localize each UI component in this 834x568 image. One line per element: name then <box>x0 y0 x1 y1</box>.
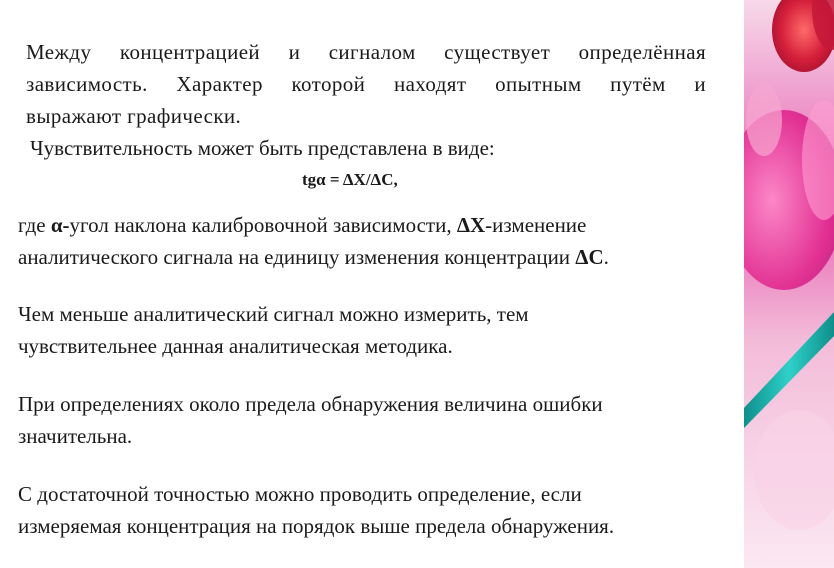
decorative-flower-graphic <box>744 0 834 568</box>
text-fragment: угол наклона калибровочной зависимости, <box>69 213 457 237</box>
text-line <box>18 209 609 241</box>
text-line: измеряемая концентрация на порядок выше предела обнаружения. <box>18 514 615 538</box>
text-line: зависимость. Характер которой находят опытным путём и <box>26 72 706 96</box>
text-fragment: где <box>18 213 51 237</box>
text-line: Между концентрацией и сигналом существует определённая <box>26 40 706 64</box>
delta-c-symbol: ΔC <box>575 245 604 269</box>
paragraph-error <box>18 388 603 452</box>
alpha-symbol: α- <box>50 213 70 237</box>
delta-x-symbol: ΔX <box>456 213 486 237</box>
text-fragment: -изменение <box>485 213 587 237</box>
paragraph-definition <box>18 209 609 273</box>
text-line: чувствительнее данная аналитическая методика. <box>18 334 453 358</box>
paragraph-intro <box>26 36 706 132</box>
formula: tgα = ΔX/ΔC, <box>302 170 398 189</box>
text-line: С достаточной точностью можно проводить определение, если <box>18 482 582 506</box>
text-line: выражают графически. <box>26 104 242 128</box>
paragraph-sensitivity: Чувствительность может быть представлена в виде: <box>30 136 495 160</box>
text-line: значительна. <box>18 424 133 448</box>
text-fragment: аналитического сигнала на единицу изменения концентрации <box>18 245 576 269</box>
paragraph-accuracy <box>18 478 614 542</box>
text-line <box>18 241 609 273</box>
decorative-image <box>744 0 834 568</box>
text-line: При определениях около предела обнаружения величина ошибки <box>18 392 603 416</box>
paragraph-signal <box>18 298 529 362</box>
text-line: Чем меньше аналитический сигнал можно измерить, тем <box>18 302 529 326</box>
text-fragment: . <box>603 245 609 269</box>
